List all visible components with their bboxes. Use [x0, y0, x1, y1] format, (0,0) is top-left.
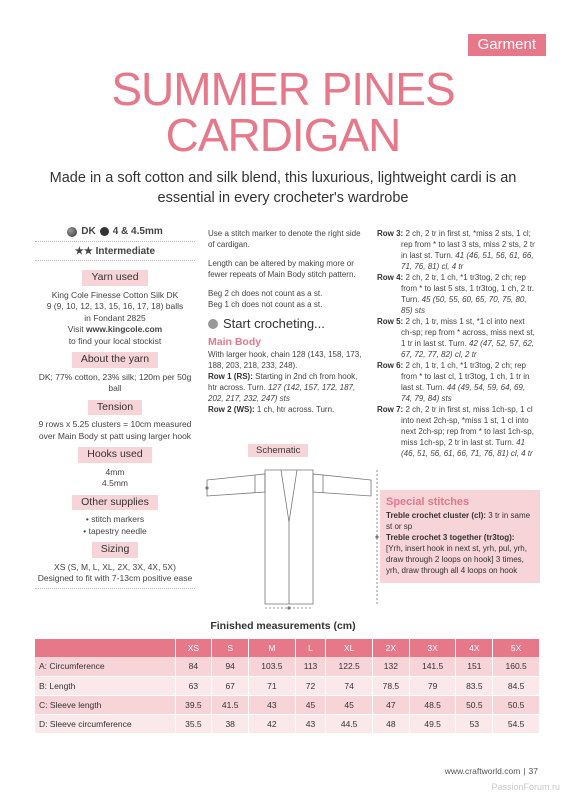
meta-row	[35, 226, 195, 238]
table-cell: 67	[212, 676, 249, 695]
row6-count: 44 (49, 54, 59, 64, 69, 74, 79, 84) sts	[401, 383, 526, 403]
table-cell: 83.5	[456, 676, 493, 695]
row4-text: 2 ch, 2 tr, 1 ch, *1 tr3tog, 2 ch; rep from * to last 5 sts, 1 tr3tog, 1 ch, 2 tr. Turn.	[401, 273, 534, 304]
header-cell: 3X	[409, 639, 456, 657]
schematic-diagram	[193, 456, 381, 616]
right-sleeve	[313, 474, 371, 496]
special-stitches-box	[380, 490, 540, 583]
table-cell: 94	[212, 657, 249, 676]
table-cell: 38	[212, 714, 249, 733]
table-cell: 132	[372, 657, 409, 676]
row6-text: 2 ch, 1 tr, 1 ch, *1 tr3tog, 2 ch; rep from * to last cl, 1 tr3tog, 1 ch, 1 tr in last st. Turn.	[401, 361, 530, 392]
table-row	[35, 657, 540, 676]
table-cell: 53	[456, 714, 493, 733]
table-cell: 48	[372, 714, 409, 733]
row7-count: 41 (46, 51, 56, 61, 66, 71, 76, 81) cl, 4 tr	[401, 438, 533, 458]
table-cell: D: Sleeve circumference	[35, 714, 175, 733]
section-tag: Garment	[468, 34, 546, 56]
start-heading	[208, 318, 368, 329]
row7-label: Row 7:	[377, 405, 404, 414]
row6-label: Row 6:	[377, 361, 404, 370]
left-sleeve	[207, 474, 265, 496]
row6	[377, 360, 537, 404]
table-header-row	[35, 639, 540, 657]
note-length: Length can be altered by making more or fewer repeats of Main Body stitch pattern.	[208, 259, 356, 279]
header-cell: XS	[175, 639, 212, 657]
table-cell: 113	[295, 657, 326, 676]
hook-item: 4.5mm	[102, 478, 128, 488]
table-cell: 48.5	[409, 695, 456, 714]
table-cell: 103.5	[249, 657, 296, 676]
tr3-def	[386, 532, 534, 576]
table-cell: 151	[456, 657, 493, 676]
schematic-label: Schematic	[248, 444, 308, 457]
intro-text: Made in a soft cotton and silk blend, this luxurious, lightweight cardi is an essential in every crocheter's wardrobe	[49, 170, 517, 206]
table-cell: 45	[295, 695, 326, 714]
page-title-line1: SUMMER PINES	[111, 63, 455, 115]
yarn-line4: to find your local stockist	[68, 335, 162, 346]
row5	[377, 316, 537, 360]
row3	[377, 228, 537, 272]
table-cell: 42	[249, 714, 296, 733]
right-column	[377, 228, 537, 459]
table-cell: 72	[295, 676, 326, 695]
start-text: Start crocheting...	[223, 316, 325, 331]
table-cell: 79	[409, 676, 456, 695]
table-cell: 71	[249, 676, 296, 695]
cl-text: 3 tr in same st or sp	[386, 511, 531, 531]
tr3-text: [Yrh, insert hook in next st, yrh, pul, yrh, draw through 2 loops on hook] 3 times, yrh, draw through all 4 loops on hook	[386, 544, 527, 575]
table-cell: 84	[175, 657, 212, 676]
visit-text: Visit	[67, 324, 84, 334]
table-cell: 35.5	[175, 714, 212, 733]
tr3-label: Treble crochet 3 together (tr3tog):	[386, 533, 515, 542]
table-cell: 74	[326, 676, 373, 695]
table-title: Finished measurements (cm)	[210, 620, 356, 632]
hooks-used-label: Hooks used	[78, 447, 151, 463]
footer-separator: |	[523, 766, 526, 776]
sizing-line2: Designed to fit with 7-13cm positive ease	[37, 573, 193, 583]
header-cell: L	[295, 639, 326, 657]
measurements-table	[35, 639, 540, 734]
table-cell: 84.5	[493, 676, 540, 695]
yarn-ball-icon	[67, 227, 77, 237]
table-cell: 43	[295, 714, 326, 733]
table-cell: 54.5	[493, 714, 540, 733]
header-cell: XL	[326, 639, 373, 657]
row1-label: Row 1 (RS):	[208, 372, 253, 381]
table-cell: 50.5	[493, 695, 540, 714]
stockist-link[interactable]: www.kingcole.com	[86, 324, 163, 334]
yarn-visit	[35, 324, 195, 336]
row4-count: 45 (50, 55, 60, 65, 70, 75, 80, 85) sts	[401, 295, 527, 315]
table-cell: 41.5	[212, 695, 249, 714]
about-yarn-text: DK; 77% cotton, 23% silk; 120m per 50g ball	[38, 371, 192, 393]
yarn-line2: 9 (9, 10, 12, 13, 15, 16, 17, 18) balls	[46, 301, 184, 311]
sizing-line1: XS (S, M, L, XL, 2X, 3X, 4X, 5X)	[54, 561, 176, 572]
divider	[35, 241, 195, 242]
table-cell: C: Sleeve length	[35, 695, 175, 714]
table-cell: 45	[326, 695, 373, 714]
main-body-heading: Main Body	[208, 336, 262, 348]
supply-item: • stitch markers	[85, 514, 145, 524]
row2-text: 1 ch, htr across. Turn.	[256, 405, 335, 414]
page-number: 37	[528, 766, 538, 776]
hook-size: 4 & 4.5mm	[112, 226, 163, 237]
table-cell: 78.5	[372, 676, 409, 695]
table-cell: B: Length	[35, 676, 175, 695]
table-cell: 39.5	[175, 695, 212, 714]
row1-text: Starting in 2nd ch from hook, htr across. Turn.	[208, 372, 358, 392]
main-body-text: With larger hook, chain 128 (143, 158, 173, 188, 203, 218, 233, 248).	[208, 350, 362, 370]
row5-count: 42 (47, 52, 57, 62, 67, 72, 77, 82) cl, 2 tr	[401, 339, 534, 359]
tension-label: Tension	[88, 400, 142, 416]
middle-column	[208, 228, 368, 415]
cl-label: Treble crochet cluster (cl):	[386, 511, 487, 520]
row3-text: 2 ch, 2 tr in first st, *miss 2 sts, 1 cl; rep from * to last 3 sts, miss 2 sts, 2 tr in last st. Turn.	[401, 229, 535, 260]
table-row	[35, 676, 540, 695]
header-cell	[35, 639, 175, 657]
table-cell: 47	[372, 695, 409, 714]
table-cell: 141.5	[409, 657, 456, 676]
yarn-weight: DK	[81, 226, 96, 237]
row7-text: 2 ch, 2 tr in first st, miss 1ch-sp, 1 cl into next 2ch-sp, *miss 1 st, 1 cl into next 2ch-sp; rep from * to last 1ch-sp, miss 1ch-sp, 2 tr in last st. Turn.	[401, 405, 534, 447]
table-cell: 50.5	[456, 695, 493, 714]
row1-count: 127 (142, 157, 172, 187, 202, 217, 232, 247) sts	[208, 383, 356, 403]
row1	[208, 371, 368, 404]
table-cell: 43	[249, 695, 296, 714]
table-cell: 63	[175, 676, 212, 695]
yarn-line3: in Fondant 2825	[84, 312, 146, 323]
table-row	[35, 714, 540, 733]
row3-label: Row 3:	[377, 229, 404, 238]
note-marker: Use a stitch marker to denote the right side of cardigan.	[208, 229, 361, 249]
divider	[35, 260, 195, 261]
note-beg1: Beg 1 ch does not count as a st.	[208, 300, 323, 309]
sizing-label: Sizing	[92, 542, 139, 558]
row3-count: 41 (46, 51, 56, 61, 66, 71, 76, 81) cl, 4 tr	[401, 251, 534, 271]
header-cell: M	[249, 639, 296, 657]
row5-label: Row 5:	[377, 317, 404, 326]
header-cell: 2X	[372, 639, 409, 657]
hook-icon	[100, 227, 109, 236]
table-cell: 44.5	[326, 714, 373, 733]
left-column	[35, 226, 195, 593]
footer	[445, 766, 538, 776]
row4	[377, 272, 537, 316]
table-cell: 160.5	[493, 657, 540, 676]
page-title-line2: CARDIGAN	[165, 109, 401, 161]
table-cell: 49.5	[409, 714, 456, 733]
main-body-instructions	[208, 349, 368, 415]
footer-site[interactable]: www.craftworld.com	[444, 766, 521, 776]
header-cell: 5X	[493, 639, 540, 657]
header-cell: S	[212, 639, 249, 657]
header-cell: 4X	[456, 639, 493, 657]
row2	[208, 404, 368, 415]
watermark: PassionForum.ru	[491, 782, 560, 792]
hook-item: 4mm	[105, 466, 125, 477]
divider	[35, 588, 195, 589]
table-cell: 122.5	[326, 657, 373, 676]
supply-item: • tapestry needle	[83, 525, 147, 536]
table-cell: A: Circumference	[35, 657, 175, 676]
note-beg2: Beg 2 ch does not count as a st.	[208, 289, 323, 298]
row2-label: Row 2 (WS):	[208, 405, 255, 414]
about-yarn-label: About the yarn	[72, 352, 158, 368]
yarn-used-label: Yarn used	[82, 270, 147, 286]
table-row	[35, 695, 540, 714]
row5-text: 2 ch, 1 tr, miss 1 st, *1 cl into next ch-sp; rep from * across, miss next st, 1 tr in last st. Turn.	[401, 317, 535, 348]
cl-def	[386, 510, 534, 532]
tension-text: 9 rows x 5.25 clusters = 10cm measured over Main Body st patt using larger hook	[38, 419, 192, 441]
row4-label: Row 4:	[377, 273, 404, 282]
skill-level: ★★ Intermediate	[74, 245, 156, 257]
special-title: Special stitches	[386, 496, 470, 508]
hook-icon	[208, 319, 218, 329]
other-supplies-label: Other supplies	[72, 495, 158, 511]
yarn-line1: King Cole Finesse Cotton Silk DK	[51, 289, 179, 300]
row7	[377, 404, 537, 459]
